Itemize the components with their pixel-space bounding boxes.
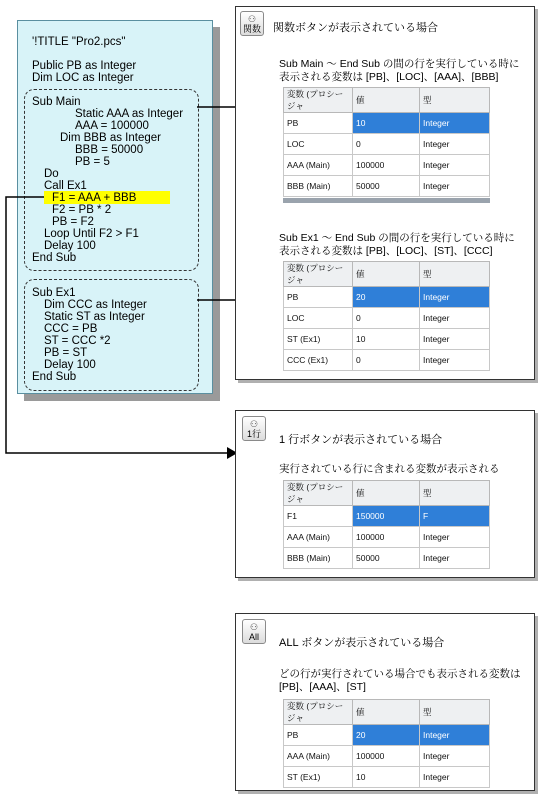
code-line: Static AAA as Integer — [75, 108, 184, 120]
col-header-value: 値 — [353, 88, 420, 113]
code-line: Sub Main — [32, 96, 81, 108]
func-panel-title: 関数ボタンが表示されている場合 — [273, 22, 438, 34]
cell-type: Integer — [420, 113, 490, 134]
code-line: Sub Ex1 — [32, 287, 76, 299]
cell-value: 10 — [353, 329, 420, 350]
func-button[interactable] — [240, 11, 264, 36]
cell-type: Integer — [420, 329, 490, 350]
table-row[interactable] — [284, 134, 490, 155]
code-line: Loop Until F2 > F1 — [44, 228, 139, 240]
main-note-line-1: Sub Main ～ End Sub の間の行を実行している時に — [279, 58, 520, 70]
col-header-type: 型 — [420, 262, 490, 287]
cell-type: Integer — [420, 725, 490, 746]
cell-value: 150000 — [353, 506, 420, 527]
table-row[interactable] — [284, 113, 490, 134]
table-row[interactable] — [284, 329, 490, 350]
cell-name: ST (Ex1) — [284, 767, 353, 788]
cell-value: 0 — [353, 134, 420, 155]
cell-type: Integer — [420, 287, 490, 308]
cell-type: Integer — [420, 746, 490, 767]
code-line: CCC = PB — [44, 323, 98, 335]
code-line: AAA = 100000 — [75, 120, 149, 132]
cell-name: F1 — [284, 506, 353, 527]
line-variable-table — [283, 480, 490, 569]
all-button[interactable] — [242, 619, 266, 644]
table-row[interactable] — [284, 725, 490, 746]
table-scrollbar[interactable] — [283, 198, 490, 203]
ex1-note-line-1: Sub Ex1 ～ End Sub の間の行を実行している時に — [279, 232, 515, 244]
all-variable-table — [283, 699, 490, 788]
cell-name: CCC (Ex1) — [284, 350, 353, 371]
table-row[interactable] — [284, 506, 490, 527]
line-panel-title: 1 行ボタンが表示されている場合 — [279, 434, 443, 446]
cell-type: Integer — [420, 176, 490, 197]
code-line: Delay 100 — [44, 240, 96, 252]
line-button-icon: ⚇ — [249, 419, 259, 429]
code-line: Dim BBB as Integer — [60, 132, 161, 144]
code-line: PB = 5 — [75, 156, 110, 168]
cell-name: AAA (Main) — [284, 155, 353, 176]
table-row[interactable] — [284, 308, 490, 329]
line-button[interactable] — [242, 416, 266, 441]
col-header-name: 変数 (プロシージャ — [284, 88, 353, 113]
code-line: '!TITLE "Pro2.pcs" — [32, 36, 126, 48]
cell-name: BBB (Main) — [284, 176, 353, 197]
cell-type: Integer — [420, 134, 490, 155]
cell-name: LOC — [284, 134, 353, 155]
table-row[interactable] — [284, 287, 490, 308]
cell-name: AAA (Main) — [284, 746, 353, 767]
cell-name: LOC — [284, 308, 353, 329]
code-line: Dim CCC as Integer — [44, 299, 147, 311]
cell-value: 20 — [353, 287, 420, 308]
cell-value: 10 — [353, 113, 420, 134]
code-line: PB = ST — [44, 347, 88, 359]
code-line: PB = F2 — [52, 216, 94, 228]
table-row[interactable] — [284, 527, 490, 548]
table-row[interactable] — [284, 746, 490, 767]
code-line: Static ST as Integer — [44, 311, 145, 323]
main-variable-table — [283, 87, 490, 197]
code-line: Call Ex1 — [44, 180, 87, 192]
cell-type: F — [420, 506, 490, 527]
func-button-icon: ⚇ — [247, 14, 257, 24]
cell-type: Integer — [420, 155, 490, 176]
col-header-type: 型 — [420, 88, 490, 113]
all-panel-title: ALL ボタンが表示されている場合 — [279, 637, 445, 649]
col-header-value: 値 — [353, 262, 420, 287]
cell-type: Integer — [420, 548, 490, 569]
line-button-label: 1行 — [246, 429, 261, 439]
code-line: Delay 100 — [44, 359, 96, 371]
cell-name: AAA (Main) — [284, 527, 353, 548]
col-header-name: 変数 (プロシージャ — [284, 481, 353, 506]
all-button-icon: ⚇ — [249, 622, 259, 632]
table-row[interactable] — [284, 350, 490, 371]
cell-name: PB — [284, 725, 353, 746]
table-row[interactable] — [284, 767, 490, 788]
ex1-note-line-2: 表示される変数は [PB]、[LOC]、[ST]、[CCC] — [279, 245, 493, 257]
code-line: F2 = PB * 2 — [52, 204, 112, 216]
cell-type: Integer — [420, 767, 490, 788]
ex1-variable-table — [283, 261, 490, 371]
cell-type: Integer — [420, 527, 490, 548]
cell-name: PB — [284, 287, 353, 308]
col-header-type: 型 — [420, 481, 490, 506]
cell-value: 0 — [353, 350, 420, 371]
all-note-line-2: [PB]、[AAA]、[ST] — [279, 681, 366, 693]
col-header-value: 値 — [353, 481, 420, 506]
col-header-name: 変数 (プロシージャ — [284, 700, 353, 725]
cell-value: 50000 — [353, 548, 420, 569]
cell-value: 100000 — [353, 155, 420, 176]
col-header-type: 型 — [420, 700, 490, 725]
code-line: Public PB as Integer — [32, 60, 137, 72]
code-line: Dim LOC as Integer — [32, 72, 134, 84]
cell-value: 100000 — [353, 746, 420, 767]
cell-type: Integer — [420, 350, 490, 371]
cell-name: PB — [284, 113, 353, 134]
table-row[interactable] — [284, 176, 490, 197]
line-panel-note: 実行されている行に含まれる変数が表示される — [279, 463, 500, 475]
code-line: BBB = 50000 — [75, 144, 144, 156]
all-note-line-1: どの行が実行されている場合でも表示される変数は — [279, 668, 521, 680]
code-line: Do — [44, 168, 59, 180]
cell-name: BBB (Main) — [284, 548, 353, 569]
col-header-value: 値 — [353, 700, 420, 725]
code-line-current: F1 = AAA + BBB — [52, 192, 137, 204]
cell-value: 50000 — [353, 176, 420, 197]
cell-name: ST (Ex1) — [284, 329, 353, 350]
cell-type: Integer — [420, 308, 490, 329]
all-button-label: All — [248, 632, 259, 642]
cell-value: 100000 — [353, 527, 420, 548]
cell-value: 10 — [353, 767, 420, 788]
code-line: End Sub — [32, 371, 77, 383]
cell-value: 0 — [353, 308, 420, 329]
table-row[interactable] — [284, 155, 490, 176]
cell-value: 20 — [353, 725, 420, 746]
code-line: ST = CCC *2 — [44, 335, 111, 347]
code-line: End Sub — [32, 252, 77, 264]
main-note-line-2: 表示される変数は [PB]、[LOC]、[AAA]、[BBB] — [279, 71, 499, 83]
col-header-name: 変数 (プロシージャ — [284, 262, 353, 287]
func-button-label: 関数 — [242, 24, 261, 34]
table-row[interactable] — [284, 548, 490, 569]
